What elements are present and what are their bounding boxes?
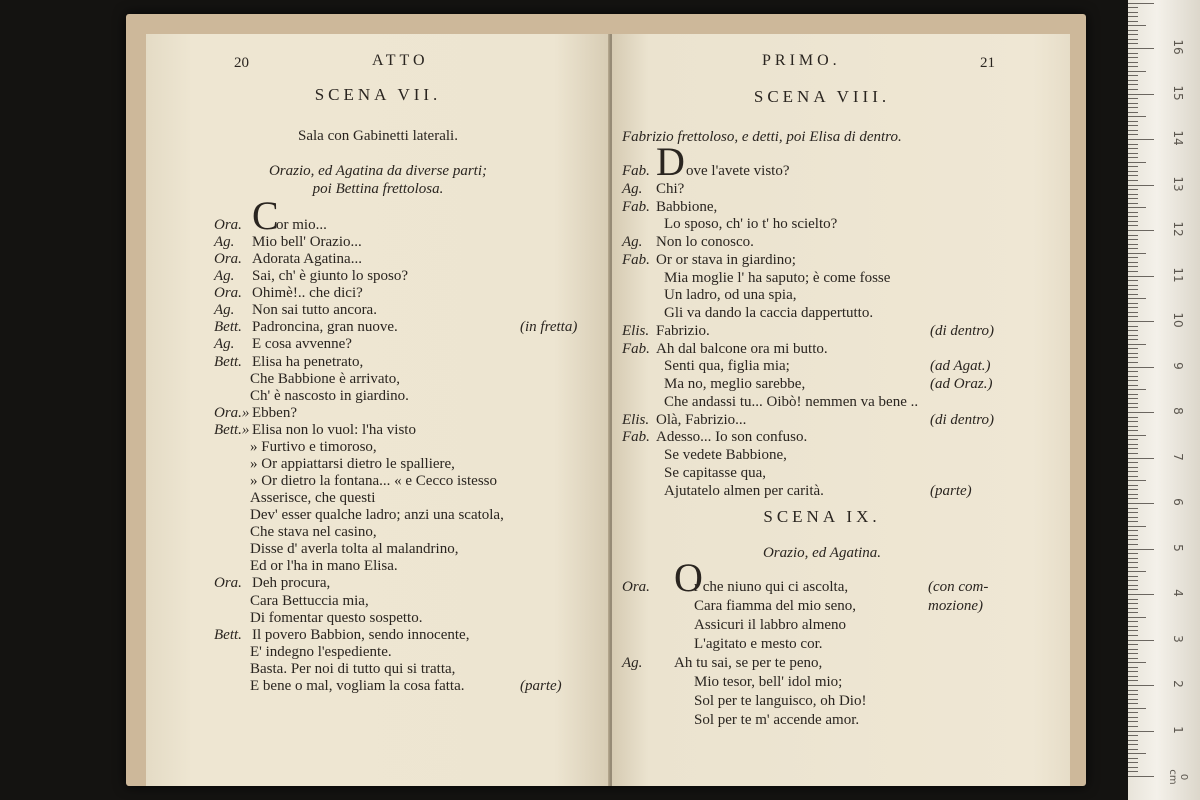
ruler-label: 7 [1171, 452, 1185, 461]
ruler-tick [1128, 307, 1138, 308]
ruler-tick [1128, 330, 1138, 331]
ruler-tick [1128, 116, 1146, 117]
ruler-tick [1128, 458, 1154, 459]
ruler-tick [1128, 34, 1138, 35]
ruler-label: 8 [1171, 407, 1185, 415]
ruler-tick [1128, 407, 1138, 408]
stage-direction: Orazio, ed Agatina da diverse parti; [268, 163, 488, 179]
ruler-tick [1128, 553, 1138, 554]
verse-line: E cosa avvenne? [252, 336, 352, 353]
ruler-tick [1128, 89, 1138, 90]
ruler-tick [1128, 635, 1138, 636]
ruler-label: 2 [1171, 680, 1185, 688]
ruler-tick [1128, 312, 1138, 313]
verse-line: Babbione, [656, 198, 718, 215]
ruler-tick [1128, 389, 1146, 390]
ruler-tick [1128, 453, 1138, 454]
ruler-tick [1128, 239, 1138, 240]
ruler-label: 1 [1171, 725, 1185, 734]
speaker-label: Bett. [214, 353, 242, 370]
ruler-label: 3 [1171, 634, 1185, 643]
ruler-tick [1128, 212, 1138, 213]
speaker-label: Ag. [622, 655, 643, 671]
verse-line: or mio... [276, 217, 327, 233]
page-number: 21 [980, 55, 995, 71]
ruler-tick [1128, 444, 1138, 445]
verse-line: Non lo conosco. [656, 234, 754, 250]
ruler-tick [1128, 517, 1138, 518]
ruler-tick [1128, 503, 1154, 504]
verse-line: ove l'avete visto? [686, 163, 790, 179]
ruler-tick [1128, 326, 1138, 327]
verse-line: Che Babbione è arrivato, [250, 370, 400, 387]
verse-line: Cara fiamma del mio seno, [694, 598, 857, 614]
verse-line: Olà, Fabrizio... [656, 411, 747, 428]
ruler-tick [1128, 203, 1138, 204]
ruler-tick [1128, 198, 1138, 199]
ruler-tick [1128, 166, 1138, 167]
ruler-tick [1128, 207, 1146, 208]
ruler-tick [1128, 157, 1138, 158]
speaker-label: Fab. [622, 251, 650, 268]
ruler-tick [1128, 753, 1146, 754]
ruler-tick [1128, 316, 1138, 317]
verse-line: Elisa non lo vuol: l'ha visto [252, 421, 416, 438]
ruler-tick [1128, 603, 1138, 604]
speaker-label: Ag. [622, 234, 643, 250]
stage-aside: (di dentro) [930, 322, 995, 339]
speaker-label: Ora. [622, 579, 650, 595]
ruler-tick [1128, 721, 1138, 722]
ruler-tick [1128, 489, 1138, 490]
ruler-tick [1128, 735, 1138, 736]
ruler-label: 16 [1171, 39, 1185, 55]
ruler-tick [1128, 731, 1154, 732]
ruler-tick [1128, 744, 1138, 745]
ruler-tick [1128, 125, 1138, 126]
verse-line: Sol per te m' accende amor. [694, 712, 860, 728]
stage-aside: (ad Agat.) [930, 358, 991, 375]
ruler-tick [1128, 357, 1138, 358]
ruler-tick [1128, 608, 1138, 609]
verse-line: Un ladro, od una spia, [664, 287, 797, 304]
ruler-tick [1128, 671, 1138, 672]
ruler-tick [1128, 280, 1138, 281]
speaker-label: Ag. [214, 234, 235, 251]
ruler-tick [1128, 690, 1138, 691]
ruler-tick [1128, 339, 1138, 340]
ruler-tick [1128, 303, 1138, 304]
verse-line: Sai, ch' è giunto lo sposo? [252, 268, 409, 285]
ruler-tick [1128, 494, 1138, 495]
ruler-tick [1128, 558, 1138, 559]
verse-line: Che stava nel casino, [250, 524, 377, 541]
ruler-tick [1128, 39, 1138, 40]
ruler-tick [1128, 521, 1138, 522]
ruler-tick [1128, 180, 1138, 181]
ruler-tick [1128, 708, 1146, 709]
speaker-label: Elis. [622, 411, 650, 428]
scene-title: SCENA VIII. [753, 87, 891, 106]
ruler-tick [1128, 130, 1138, 131]
ruler-tick [1128, 148, 1138, 149]
stage-aside: (ad Oraz.) [930, 376, 993, 392]
ruler-tick [1128, 617, 1146, 618]
ruler-tick [1128, 394, 1138, 395]
verse-line: Non sai tutto ancora. [252, 302, 377, 319]
open-book [126, 14, 1086, 786]
ruler-tick [1128, 567, 1138, 568]
verse-line: Mia moglie l' ha saputo; è come fosse [664, 269, 891, 286]
ruler-tick [1128, 576, 1138, 577]
ruler-tick [1128, 539, 1138, 540]
speaker-label: Bett. [214, 626, 242, 643]
verse-line: Mio tesor, bell' idol mio; [694, 674, 843, 690]
ruler-tick [1128, 653, 1138, 654]
verse-line: Se capitasse qua, [664, 464, 767, 481]
ruler-tick [1128, 7, 1138, 8]
ruler-tick [1128, 594, 1154, 595]
ruler-tick [1128, 649, 1138, 650]
ruler-tick [1128, 694, 1138, 695]
ruler-tick [1128, 580, 1138, 581]
scene-title: SCENA VII. [314, 85, 442, 104]
ruler-tick [1128, 134, 1138, 135]
ruler-tick [1128, 162, 1146, 163]
ruler-tick [1128, 680, 1138, 681]
running-head: PRIMO. [762, 52, 841, 69]
ruler-tick [1128, 762, 1138, 763]
ruler-label: 4 [1171, 589, 1185, 597]
ruler-tick [1128, 467, 1138, 468]
ruler-tick [1128, 535, 1138, 536]
ruler-tick [1128, 348, 1138, 349]
ruler-tick [1128, 403, 1138, 404]
ruler-tick [1128, 244, 1138, 245]
speaker-label: Ora. [214, 217, 242, 233]
ruler-tick [1128, 621, 1138, 622]
ruler-tick [1128, 48, 1154, 49]
ruler-tick [1128, 498, 1138, 499]
ruler-tick [1128, 439, 1138, 440]
ruler-tick [1128, 562, 1138, 563]
ruler-tick [1128, 121, 1138, 122]
ruler-tick [1128, 84, 1138, 85]
ruler-tick [1128, 12, 1138, 13]
ruler-tick [1128, 185, 1154, 186]
ruler-tick [1128, 53, 1138, 54]
ruler-tick [1128, 353, 1138, 354]
ruler-tick [1128, 767, 1138, 768]
speaker-label: Ag. [214, 302, 235, 319]
ruler-label: 12 [1171, 221, 1185, 237]
ruler-tick [1128, 644, 1138, 645]
ruler-tick [1128, 676, 1138, 677]
ruler-tick [1128, 480, 1146, 481]
ruler-label: 10 [1171, 312, 1185, 328]
ruler-tick [1128, 412, 1154, 413]
ruler-tick [1128, 367, 1154, 368]
ruler-tick [1128, 549, 1154, 550]
drop-cap: O [674, 555, 703, 600]
verse-line: Di fomentar questo sospetto. [250, 609, 423, 626]
ruler-tick [1128, 448, 1138, 449]
verse-line: Ch' è nascosto in giardino. [250, 387, 409, 404]
ruler-tick [1128, 262, 1138, 263]
ruler-tick [1128, 776, 1154, 777]
verse-line: Basta. Per noi di tutto qui si tratta, [250, 660, 456, 677]
ruler-tick [1128, 321, 1154, 322]
ruler-tick [1128, 112, 1138, 113]
ruler-tick [1128, 421, 1138, 422]
ruler-tick [1128, 771, 1138, 772]
speaker-label: Ora.» [214, 404, 250, 421]
ruler-tick [1128, 371, 1138, 372]
running-head: ATTO [372, 52, 429, 69]
ruler-tick [1128, 153, 1138, 154]
ruler-label: 13 [1171, 175, 1185, 192]
ruler-tick [1128, 344, 1146, 345]
ruler-tick [1128, 626, 1138, 627]
verse-line: Il povero Babbion, sendo innocente, [252, 626, 470, 643]
ruler-tick [1128, 385, 1138, 386]
verse-line: r che niuno qui ci ascolta, [694, 579, 849, 595]
ruler-tick [1128, 225, 1138, 226]
ruler-tick [1128, 526, 1146, 527]
ruler-tick [1128, 435, 1146, 436]
stage-aside: (parte) [930, 482, 972, 499]
verse-line: Adorata Agatina... [252, 251, 362, 268]
ruler-label: 11 [1171, 266, 1185, 283]
verse-line: Sol per te languisco, oh Dio! [694, 693, 867, 709]
ruler-label: 6 [1171, 498, 1185, 506]
verse-line: Elisa ha penetrato, [252, 353, 364, 370]
stage-aside: mozione) [928, 598, 983, 614]
ruler-tick [1128, 230, 1154, 231]
verse-line: Ed or l'ha in mano Elisa. [250, 558, 398, 575]
ruler-tick [1128, 253, 1146, 254]
ruler-tick [1128, 726, 1138, 727]
ruler-tick [1128, 80, 1138, 81]
ruler-label: 15 [1171, 84, 1185, 101]
scene-setting: Sala con Gabinetti laterali. [298, 128, 458, 144]
speaker-label: Fab. [622, 163, 650, 179]
speaker-label: Ora. [214, 575, 242, 592]
ruler-tick [1128, 530, 1138, 531]
page-number: 20 [234, 55, 249, 71]
verse-line: Dev' esser qualche ladro; anzi una scatola, [250, 507, 504, 524]
verse-line: Gli va dando la caccia dappertutto. [664, 305, 874, 321]
stage-direction: poi Bettina frettolosa. [312, 181, 444, 197]
ruler-tick [1128, 589, 1138, 590]
stage-aside: (in fretta) [520, 319, 578, 336]
ruler-tick [1128, 289, 1138, 290]
ruler-tick [1128, 417, 1138, 418]
verse-line: Ebben? [252, 404, 297, 421]
verse-line: Or or stava in giardino; [656, 251, 796, 268]
speaker-label: Ora. [214, 251, 242, 268]
ruler-tick [1128, 75, 1138, 76]
speaker-label: Ora. [214, 285, 242, 302]
verse-line: Asserisce, che questi [250, 490, 376, 507]
ruler-tick [1128, 758, 1138, 759]
ruler-tick [1128, 485, 1138, 486]
ruler-tick [1128, 508, 1138, 509]
ruler-tick [1128, 471, 1138, 472]
ruler-tick [1128, 21, 1138, 22]
ruler-tick [1128, 740, 1138, 741]
verse-line: » Furtivo e timoroso, [250, 438, 377, 455]
ruler-tick [1128, 658, 1138, 659]
verse-line: Lo sposo, ch' io t' ho scielto? [664, 216, 838, 233]
verse-line: Fabrizio. [656, 322, 710, 339]
ruler-tick [1128, 71, 1146, 72]
ruler-tick [1128, 285, 1138, 286]
verse-line: » Or dietro la fontana... « e Cecco istesso [250, 473, 498, 490]
ruler-tick [1128, 544, 1138, 545]
verse-line: Padroncina, gran nuove. [252, 319, 398, 336]
verse-line: Chi? [656, 180, 685, 197]
stage-aside: (parte) [520, 677, 562, 694]
speaker-label: Fab. [622, 340, 650, 357]
ruler-tick [1128, 376, 1138, 377]
ruler-tick [1128, 276, 1154, 277]
ruler-tick [1128, 221, 1138, 222]
ruler-tick [1128, 335, 1138, 336]
ruler-tick [1128, 3, 1154, 4]
ruler-tick [1128, 248, 1138, 249]
speaker-label: Ag. [214, 268, 235, 285]
verse-line: Ah dal balcone ora mi butto. [656, 340, 828, 357]
ruler-tick [1128, 717, 1138, 718]
verse-line: Se vedete Babbione, [664, 447, 787, 463]
verse-line: Ah tu sai, se per te peno, [674, 655, 823, 671]
ruler-tick [1128, 107, 1138, 108]
ruler-tick [1128, 662, 1146, 663]
ruler-tick [1128, 571, 1146, 572]
ruler-tick [1128, 298, 1146, 299]
verse-line: Ma no, meglio sarebbe, [664, 376, 806, 392]
ruler-tick [1128, 271, 1138, 272]
ruler-label: 9 [1171, 361, 1185, 370]
ruler-tick [1128, 189, 1138, 190]
verse-line: Ajutatelo almen per carità. [664, 482, 824, 499]
verse-line: Che andassi tu... Oibò! nemmen va bene .. [664, 393, 919, 410]
verse-line: Cara Bettuccia mia, [250, 592, 369, 609]
speaker-label: Bett.» [214, 421, 250, 438]
ruler-tick [1128, 612, 1138, 613]
ruler-tick [1128, 380, 1138, 381]
ruler-tick [1128, 266, 1138, 267]
ruler-tick [1128, 62, 1138, 63]
verse-line: Senti qua, figlia mia; [664, 358, 790, 375]
ruler-tick [1128, 30, 1138, 31]
ruler-tick [1128, 235, 1138, 236]
verse-line: E' indegno l'espediente. [250, 643, 392, 660]
ruler-tick [1128, 585, 1138, 586]
verse-line: L'agitato e mesto cor. [694, 636, 823, 652]
speaker-label: Bett. [214, 319, 242, 336]
ruler-tick [1128, 462, 1138, 463]
speaker-label: Fab. [622, 198, 650, 215]
verse-line: Mio bell' Orazio... [252, 234, 362, 251]
ruler-tick [1128, 171, 1138, 172]
ruler-tick [1128, 43, 1138, 44]
ruler-tick [1128, 630, 1138, 631]
ruler-tick [1128, 98, 1138, 99]
ruler-label: 0 cm [1167, 769, 1189, 785]
ruler-tick [1128, 685, 1154, 686]
speaker-label: Fab. [622, 429, 650, 446]
ruler-tick [1128, 144, 1138, 145]
ruler-tick [1128, 139, 1154, 140]
stage-aside: (con com- [928, 579, 989, 595]
scene-title: SCENA IX. [763, 507, 881, 526]
ruler-tick [1128, 57, 1138, 58]
verse-line: » Or appiattarsi dietro le spalliere, [250, 455, 455, 472]
ruler-label: 14 [1171, 130, 1185, 146]
ruler-tick [1128, 257, 1138, 258]
stage-direction: Orazio, ed Agatina. [762, 545, 882, 561]
ruler-tick [1128, 216, 1138, 217]
drop-cap: D [656, 139, 685, 184]
verse-line: E bene o mal, vogliam la cosa fatta. [250, 677, 465, 694]
ruler-tick [1128, 294, 1138, 295]
verse-line: Ohimè!.. che dici? [252, 285, 363, 302]
ruler-tick [1128, 398, 1138, 399]
left-page [146, 34, 610, 786]
ruler-tick [1128, 103, 1138, 104]
ruler-tick [1128, 749, 1138, 750]
verse-line: Disse d' averla tolta al malandrino, [250, 541, 459, 558]
drop-cap: C [252, 193, 279, 238]
ruler-tick [1128, 25, 1146, 26]
ruler-tick [1128, 426, 1138, 427]
verse-line: Assicuri il labbro almeno [694, 617, 847, 633]
right-page [612, 34, 1070, 786]
ruler-tick [1128, 194, 1138, 195]
ruler-tick [1128, 703, 1138, 704]
ruler-tick [1128, 667, 1138, 668]
ruler-tick [1128, 512, 1138, 513]
ruler-tick [1128, 362, 1138, 363]
ruler-tick [1128, 16, 1138, 17]
speaker-label: Ag. [622, 180, 643, 197]
ruler-tick [1128, 66, 1138, 67]
ruler-tick [1128, 599, 1138, 600]
stage-aside: (di dentro) [930, 411, 995, 428]
speaker-label: Elis. [622, 322, 650, 339]
ruler-tick [1128, 712, 1138, 713]
ruler-label: 5 [1171, 543, 1185, 552]
ruler-tick [1128, 430, 1138, 431]
ruler-tick [1128, 640, 1154, 641]
ruler-tick [1128, 699, 1138, 700]
measuring-ruler [1128, 0, 1200, 800]
verse-line: Adesso... Io son confuso. [656, 429, 808, 446]
stage-direction: Fabrizio frettoloso, e detti, poi Elisa di dentro. [622, 129, 902, 145]
ruler-tick [1128, 94, 1154, 95]
verse-line: Deh procura, [252, 575, 331, 592]
ruler-tick [1128, 175, 1138, 176]
ruler-tick [1128, 476, 1138, 477]
speaker-label: Ag. [214, 336, 235, 353]
